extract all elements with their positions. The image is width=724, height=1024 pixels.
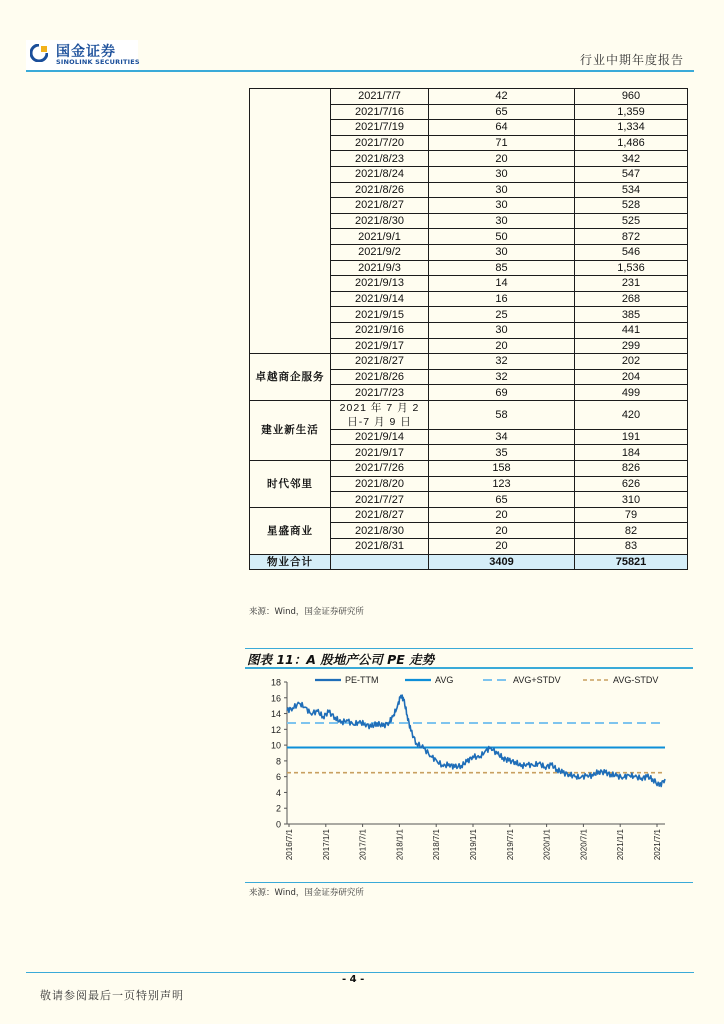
disclaimer-text: 敬请参阅最后一页特别声明 [40,989,184,1002]
amount-cell: 534 [575,182,688,198]
date-cell: 2021/9/17 [331,445,429,461]
amount-cell: 1,334 [575,120,688,136]
count-cell: 30 [429,182,575,198]
amount-cell: 546 [575,244,688,260]
amount-cell: 268 [575,291,688,307]
y-tick-label: 18 [270,677,281,688]
y-tick-label: 14 [270,709,281,720]
company-cell: 星盛商业 [250,507,331,554]
amount-cell: 420 [575,400,688,429]
amount-cell: 499 [575,385,688,401]
amount-cell: 202 [575,354,688,370]
date-cell: 2021/7/23 [331,385,429,401]
date-cell: 2021/8/24 [331,166,429,182]
x-tick-label: 2018/1/1 [395,829,405,861]
table-row [250,461,688,477]
count-cell: 69 [429,385,575,401]
table-row [250,400,688,429]
legend-label: AVG [435,675,454,685]
date-cell: 2021/8/23 [331,151,429,167]
count-cell: 65 [429,104,575,120]
document-type-label: 行业中期年度报告 [579,53,684,67]
y-tick-label: 12 [270,724,281,735]
lockup-expiry-table [249,88,688,570]
count-cell: 35 [429,445,575,461]
count-cell: 58 [429,400,575,429]
count-cell: 71 [429,135,575,151]
date-cell: 2021/9/14 [331,291,429,307]
count-cell: 32 [429,369,575,385]
table-row [250,354,688,370]
count-cell: 158 [429,461,575,477]
logo-text-cn: 国金证券 [56,44,116,60]
x-tick-label: 2020/1/1 [542,829,552,861]
date-cell: 2021/9/13 [331,276,429,292]
x-tick-label: 2021/1/1 [616,829,626,861]
date-cell: 2021/7/27 [331,492,429,508]
count-cell: 25 [429,307,575,323]
amount-cell: 525 [575,213,688,229]
date-cell: 2021/9/16 [331,322,429,338]
x-tick-label: 2018/7/1 [432,829,442,861]
y-tick-label: 10 [270,740,281,751]
company-cell: 时代邻里 [250,461,331,508]
amount-cell: 231 [575,276,688,292]
count-cell: 20 [429,338,575,354]
amount-cell: 310 [575,492,688,508]
date-cell: 2021/7/20 [331,135,429,151]
table-body [250,89,688,570]
chart-source-note: 来源：Wind，国金证券研究所 [249,888,364,898]
x-tick-label: 2017/7/1 [358,829,368,861]
x-tick-label: 2017/1/1 [321,829,331,861]
total-count-cell: 3409 [429,554,575,570]
count-cell: 32 [429,354,575,370]
count-cell: 30 [429,322,575,338]
count-cell: 50 [429,229,575,245]
total-row [250,554,688,570]
count-cell: 30 [429,213,575,229]
footer-divider [26,972,694,973]
chart-bottom-divider [245,882,693,883]
sinolink-logo-icon [30,44,48,62]
amount-cell: 83 [575,539,688,555]
date-cell: 2021/7/7 [331,89,429,105]
count-cell: 20 [429,523,575,539]
date-cell: 2021/7/16 [331,104,429,120]
date-cell: 2021/8/26 [331,369,429,385]
amount-cell: 342 [575,151,688,167]
date-cell: 2021/9/15 [331,307,429,323]
company-cell: 建业新生活 [250,400,331,460]
amount-cell: 79 [575,507,688,523]
total-amount-cell: 75821 [575,554,688,570]
chart-top-divider [245,648,693,649]
total-label-cell: 物业合计 [250,554,331,570]
logo-text-en: SINOLINK SECURITIES [56,58,140,66]
date-cell: 2021/9/1 [331,229,429,245]
y-tick-label: 4 [275,787,281,798]
amount-cell: 528 [575,198,688,214]
y-tick-label: 6 [275,772,281,783]
company-cell [250,89,331,354]
chart-title: 图表 11：A 股地产公司 PE 走势 [247,652,435,667]
count-cell: 85 [429,260,575,276]
y-tick-label: 2 [275,803,281,814]
x-tick-label: 2016/7/1 [285,829,294,861]
amount-cell: 385 [575,307,688,323]
date-cell: 2021/8/27 [331,198,429,214]
count-cell: 16 [429,291,575,307]
total-date-cell [331,554,429,570]
y-tick-label: 8 [275,756,281,767]
count-cell: 42 [429,89,575,105]
y-tick-label: 16 [270,693,281,704]
count-cell: 30 [429,198,575,214]
amount-cell: 299 [575,338,688,354]
amount-cell: 626 [575,476,688,492]
company-cell: 卓越商企服务 [250,354,331,401]
chart-title-divider [245,667,693,669]
date-cell: 2021/8/30 [331,213,429,229]
amount-cell: 1,536 [575,260,688,276]
count-cell: 65 [429,492,575,508]
legend-label: PE-TTM [345,675,379,685]
y-tick-label: 0 [275,819,281,830]
table-row [250,507,688,523]
count-cell: 30 [429,166,575,182]
amount-cell: 547 [575,166,688,182]
date-cell: 2021/9/2 [331,244,429,260]
amount-cell: 960 [575,89,688,105]
amount-cell: 441 [575,322,688,338]
amount-cell: 204 [575,369,688,385]
amount-cell: 826 [575,461,688,477]
date-cell: 2021/8/27 [331,354,429,370]
count-cell: 123 [429,476,575,492]
date-cell: 2021/7/19 [331,120,429,136]
count-cell: 20 [429,507,575,523]
amount-cell: 184 [575,445,688,461]
table-row [250,89,688,105]
x-tick-label: 2019/7/1 [505,829,515,861]
date-cell: 2021/9/14 [331,429,429,445]
table-source-note: 来源：Wind，国金证券研究所 [249,607,364,617]
count-cell: 20 [429,539,575,555]
date-cell: 2021/8/31 [331,539,429,555]
date-cell: 2021/9/17 [331,338,429,354]
x-tick-label: 2020/7/1 [579,829,589,861]
count-cell: 30 [429,244,575,260]
legend-label: AVG+STDV [513,675,561,685]
page-number: - 4 - [342,974,365,985]
header-divider [26,70,694,72]
count-cell: 14 [429,276,575,292]
date-cell: 2021/8/27 [331,507,429,523]
amount-cell: 1,359 [575,104,688,120]
amount-cell: 872 [575,229,688,245]
amount-cell: 191 [575,429,688,445]
pe-chart [245,670,693,880]
date-cell: 2021/7/26 [331,461,429,477]
date-cell-multiline: 2021 年 7 月 2 日-7 月 9 日 [331,400,429,429]
count-cell: 20 [429,151,575,167]
count-cell: 34 [429,429,575,445]
date-cell: 2021/8/20 [331,476,429,492]
date-cell: 2021/8/30 [331,523,429,539]
amount-cell: 1,486 [575,135,688,151]
count-cell: 64 [429,120,575,136]
amount-cell: 82 [575,523,688,539]
date-cell: 2021/9/3 [331,260,429,276]
x-tick-label: 2019/1/1 [469,829,478,861]
legend-label: AVG-STDV [613,675,659,685]
date-cell: 2021/8/26 [331,182,429,198]
x-tick-label: 2021/7/1 [653,829,662,861]
